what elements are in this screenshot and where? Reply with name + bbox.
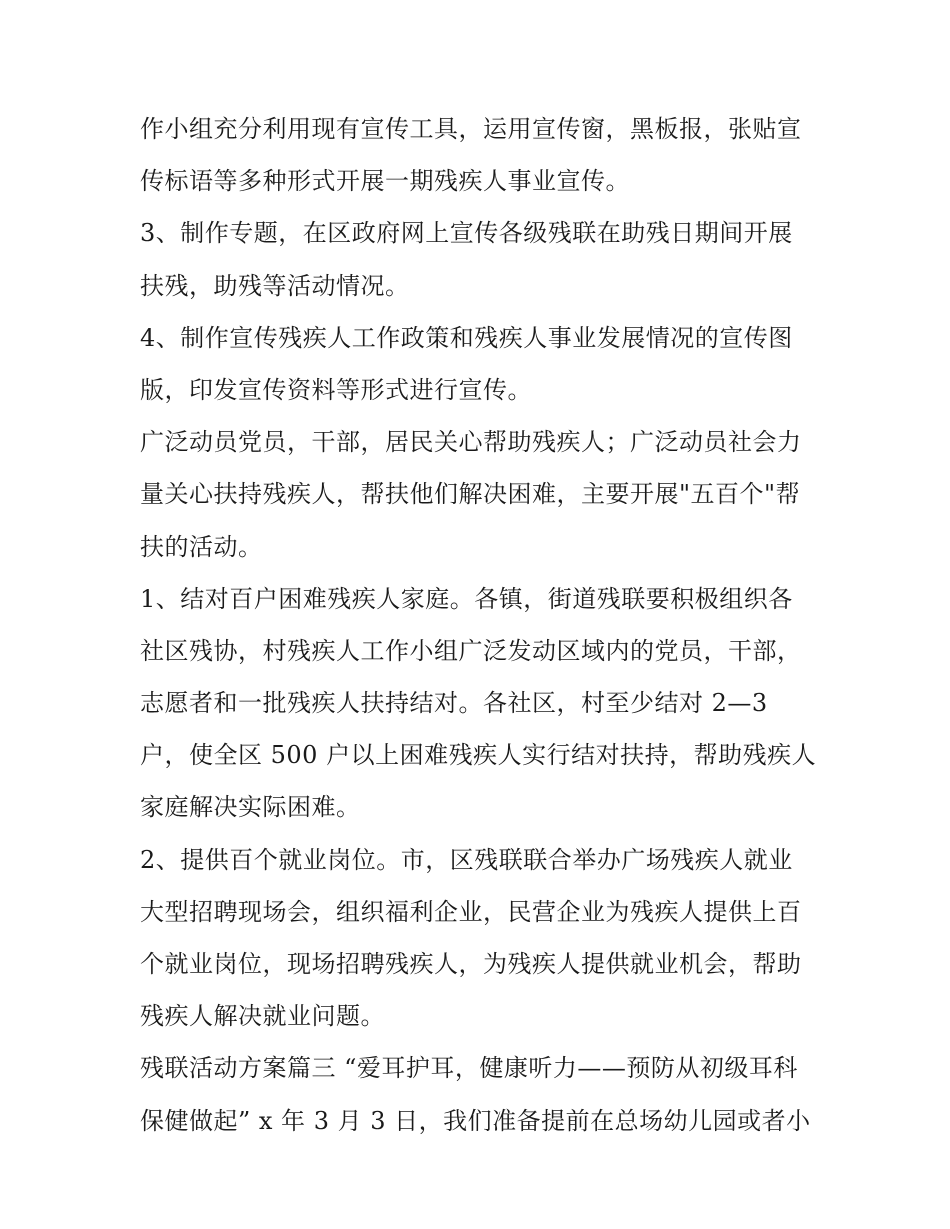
text-line: 作小组充分利用现有宣传工具，运用宣传窗，黑板报，张贴宣	[140, 115, 802, 143]
text-line: 户，使全区 500 户以上困难残疾人实行结对扶持，帮助残疾人	[140, 741, 817, 770]
text-line: 量关心扶持残疾人，帮扶他们解决困难，主要开展"五百个"帮	[140, 480, 801, 509]
text-line: 残联活动方案篇三 “爱耳护耳，健康听力——预防从初级耳科	[140, 1054, 798, 1083]
text-line: 扶残，助残等活动情况。	[140, 271, 410, 300]
text-line: 1、结对百户困难残疾人家庭。各镇，街道残联要积极组织各	[140, 584, 793, 613]
text-line: 扶的活动。	[140, 532, 263, 561]
text-line: 大型招聘现场会，组织福利企业，民营企业为残疾人提供上百	[140, 897, 802, 926]
text-line: 社区残协，村残疾人工作小组广泛发动区域内的党员，干部，	[140, 636, 802, 665]
text-line: 志愿者和一批残疾人扶持结对。各社区，村至少结对 2—3	[140, 689, 768, 718]
text-line: 残疾人解决就业问题。	[140, 1002, 385, 1031]
text-line: 传标语等多种形式开展一期残疾人事业宣传。	[140, 167, 630, 196]
text-line: 广泛动员党员，干部，居民关心帮助残疾人；广泛动员社会力	[140, 428, 802, 457]
text-line: 4、制作宣传残疾人工作政策和残疾人事业发展情况的宣传图	[140, 323, 793, 352]
text-line: 2、提供百个就业岗位。市，区残联联合举办广场残疾人就业	[140, 845, 793, 874]
text-line: 3、制作专题，在区政府网上宣传各级残联在助残日期间开展	[140, 219, 793, 248]
text-line: 个就业岗位，现场招聘残疾人，为残疾人提供就业机会，帮助	[140, 950, 802, 978]
text-line: 家庭解决实际困难。	[140, 793, 361, 822]
text-line: 版，印发宣传资料等形式进行宣传。	[140, 375, 532, 404]
body-text	[140, 103, 820, 1147]
text-line: 保健做起” x 年 3 月 3 日，我们准备提前在总场幼儿园或者小	[140, 1106, 811, 1135]
